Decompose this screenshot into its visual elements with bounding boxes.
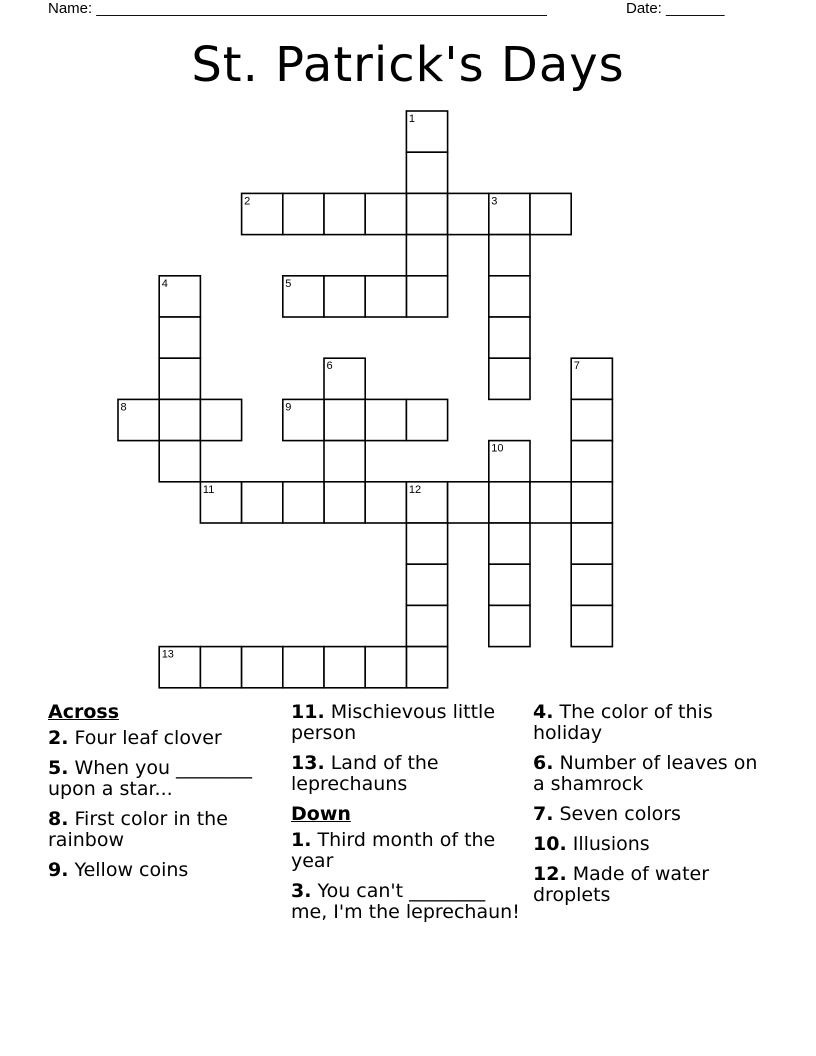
grid-cell-r7-c6[interactable]	[365, 399, 406, 440]
grid-cell-r7-c11[interactable]	[571, 399, 612, 440]
grid-cell-r12-c11[interactable]	[571, 605, 612, 646]
grid-cell-r5-c1[interactable]	[159, 317, 200, 358]
grid-cell-r7-c1[interactable]	[159, 399, 200, 440]
grid-cell-r8-c9[interactable]	[489, 441, 530, 482]
grid-cell-r10-c9[interactable]	[489, 523, 530, 564]
grid-cell-r2-c5[interactable]	[324, 193, 365, 234]
clue-number-3: 3	[491, 195, 498, 208]
grid-cell-r8-c5[interactable]	[324, 441, 365, 482]
grid-cell-r13-c2[interactable]	[200, 647, 241, 688]
grid-cell-r2-c3[interactable]	[242, 193, 283, 234]
grid-cell-r7-c2[interactable]	[200, 399, 241, 440]
grid-cell-r13-c3[interactable]	[242, 647, 283, 688]
clue-column-3	[533, 702, 773, 915]
date-field[interactable]: Date: _______	[626, 0, 725, 17]
clue-number-7: 7	[573, 360, 580, 373]
clue-number-13: 13	[161, 648, 174, 661]
down-clue-7: 7. Seven colors	[533, 803, 681, 825]
clue-number-2: 2	[244, 195, 251, 208]
grid-cell-r13-c4[interactable]	[283, 647, 324, 688]
across-clue-11: 11. Mischievous little person	[291, 701, 496, 744]
across-clue-5: 5. When you ________ upon a star...	[48, 757, 253, 800]
grid-cell-r6-c11[interactable]	[571, 358, 612, 399]
grid-cell-r7-c4[interactable]	[283, 399, 324, 440]
grid-cell-r13-c7[interactable]	[406, 647, 447, 688]
grid-cell-r8-c11[interactable]	[571, 441, 612, 482]
grid-cell-r4-c5[interactable]	[324, 276, 365, 317]
grid-cell-r11-c11[interactable]	[571, 564, 612, 605]
across-heading: Across	[48, 701, 120, 723]
clue-number-5: 5	[285, 277, 292, 290]
grid-cell-r3-c9[interactable]	[489, 235, 530, 276]
down-clue-12: 12. Made of water droplets	[533, 863, 710, 906]
clue-number-8: 8	[120, 401, 127, 414]
clue-number-10: 10	[491, 442, 504, 455]
page-title: St. Patrick's Days	[191, 37, 625, 93]
clue-number-4: 4	[161, 277, 168, 290]
down-clue-10: 10. Illusions	[533, 833, 650, 855]
grid-cell-r6-c9[interactable]	[489, 358, 530, 399]
clue-number-6: 6	[326, 360, 333, 373]
grid-cell-r4-c4[interactable]	[283, 276, 324, 317]
grid-cell-r11-c9[interactable]	[489, 564, 530, 605]
grid-cell-r6-c5[interactable]	[324, 358, 365, 399]
grid-cell-r9-c7[interactable]	[406, 482, 447, 523]
grid-cell-r0-c7[interactable]	[406, 111, 447, 152]
grid-cell-r13-c1[interactable]	[159, 647, 200, 688]
grid-cell-r12-c7[interactable]	[406, 605, 447, 646]
grid-cell-r8-c1[interactable]	[159, 441, 200, 482]
grid-cell-r2-c9[interactable]	[489, 193, 530, 234]
grid-cell-r2-c6[interactable]	[365, 193, 406, 234]
clue-column-2	[291, 702, 523, 932]
grid-cell-r2-c7[interactable]	[406, 193, 447, 234]
across-clue-13: 13. Land of the leprechauns	[291, 752, 439, 795]
grid-cell-r9-c5[interactable]	[324, 482, 365, 523]
grid-cell-r4-c6[interactable]	[365, 276, 406, 317]
grid-cell-r7-c5[interactable]	[324, 399, 365, 440]
clue-number-1: 1	[408, 113, 416, 125]
grid-cell-r10-c11[interactable]	[571, 523, 612, 564]
grid-cell-r9-c3[interactable]	[242, 482, 283, 523]
grid-cell-r3-c7[interactable]	[406, 235, 447, 276]
grid-cell-r11-c7[interactable]	[406, 564, 447, 605]
grid-cell-r1-c7[interactable]	[406, 152, 447, 193]
down-clue-1: 1. Third month of the year	[291, 829, 496, 872]
grid-cell-r2-c4[interactable]	[283, 193, 324, 234]
grid-cell-r9-c11[interactable]	[571, 482, 612, 523]
grid-cell-r4-c9[interactable]	[489, 276, 530, 317]
clue-number-11: 11	[202, 483, 215, 496]
grid-cell-r9-c4[interactable]	[283, 482, 324, 523]
grid-cell-r13-c6[interactable]	[365, 647, 406, 688]
clue-number-12: 12	[408, 483, 422, 496]
grid-cell-r12-c9[interactable]	[489, 605, 530, 646]
down-clue-3: 3. You can't ________ me, I'm the leprechaun!	[291, 880, 520, 923]
grid-cell-r4-c1[interactable]	[159, 276, 200, 317]
grid-cell-r7-c7[interactable]	[406, 399, 447, 440]
clue-column-1	[48, 702, 268, 890]
grid-cell-r9-c6[interactable]	[365, 482, 406, 523]
grid-cell-r13-c5[interactable]	[324, 647, 365, 688]
down-clue-4: 4. The color of this holiday	[533, 701, 713, 744]
across-clue-9: 9. Yellow coins	[48, 859, 189, 881]
grid-cell-r5-c9[interactable]	[489, 317, 530, 358]
grid-cell-r9-c2[interactable]	[200, 482, 241, 523]
grid-cell-r7-c0[interactable]	[118, 399, 159, 440]
grid-cell-r9-c8[interactable]	[448, 482, 489, 523]
name-field[interactable]: Name: ______________________________________________________	[48, 0, 547, 17]
grid-cell-r2-c10[interactable]	[530, 193, 571, 234]
across-clue-8: 8. First color in the rainbow	[48, 808, 228, 851]
clue-number-9: 9	[285, 401, 292, 414]
grid-cell-r10-c7[interactable]	[406, 523, 447, 564]
grid-cell-r6-c1[interactable]	[159, 358, 200, 399]
down-clue-6: 6. Number of leaves on a shamrock	[533, 752, 758, 795]
across-clue-2: 2. Four leaf clover	[48, 727, 222, 749]
grid-cell-r4-c7[interactable]	[406, 276, 447, 317]
grid-cell-r2-c8[interactable]	[448, 193, 489, 234]
down-heading: Down	[291, 803, 351, 825]
grid-cell-r9-c9[interactable]	[489, 482, 530, 523]
grid-cell-r9-c10[interactable]	[530, 482, 571, 523]
